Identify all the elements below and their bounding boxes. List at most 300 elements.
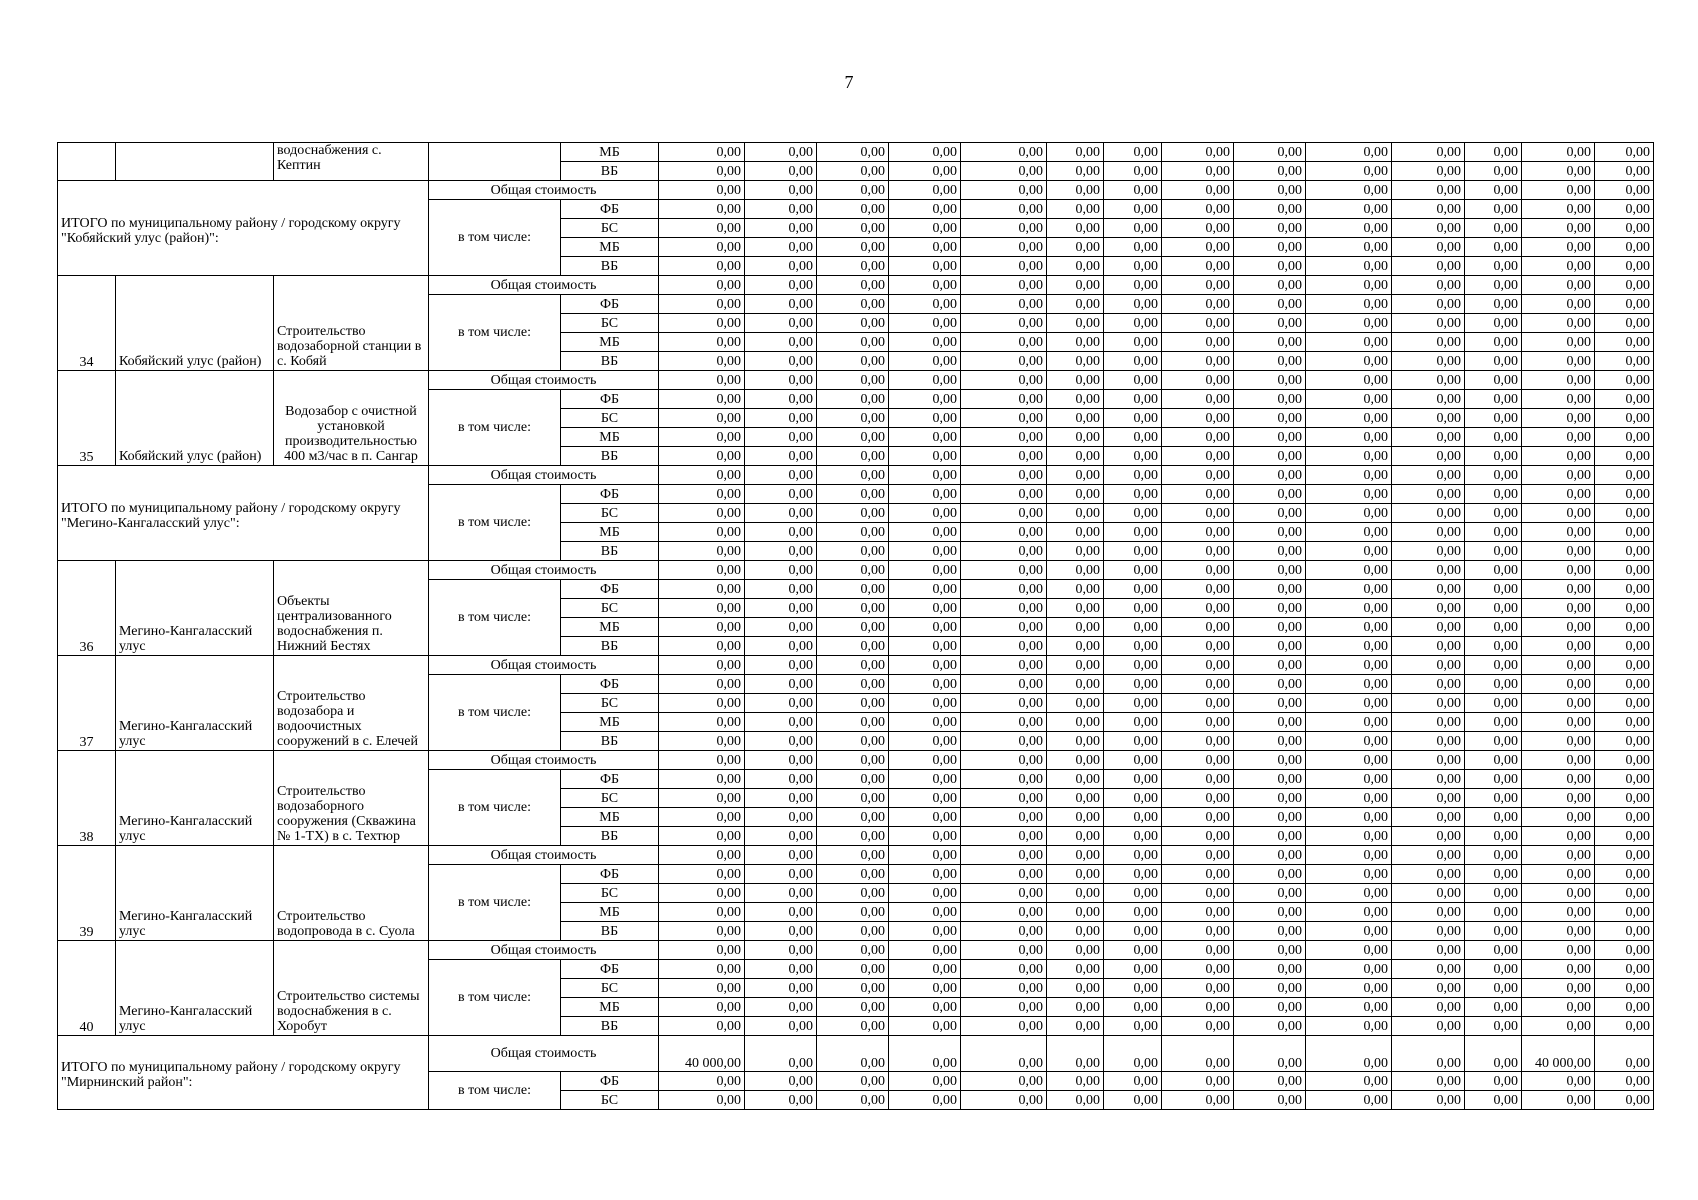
value-cell: 0,00 — [1162, 390, 1234, 409]
value-cell: 0,00 — [1162, 770, 1234, 789]
value-cell: 0,00 — [1234, 352, 1306, 371]
value-cell: 0,00 — [1104, 922, 1162, 941]
value-cell: 0,00 — [745, 352, 817, 371]
including-cell: в том числе: — [429, 580, 561, 656]
object-name-cell: водоснабжения с. Кептин — [274, 143, 429, 181]
value-cell: 0,00 — [1465, 941, 1522, 960]
value-cell: 0,00 — [745, 257, 817, 276]
value-cell: 0,00 — [1234, 523, 1306, 542]
value-cell: 0,00 — [1522, 637, 1595, 656]
value-cell: 0,00 — [659, 732, 745, 751]
value-cell: 0,00 — [1522, 200, 1595, 219]
value-cell: 0,00 — [1465, 637, 1522, 656]
value-cell: 0,00 — [1162, 637, 1234, 656]
value-cell: 0,00 — [1465, 865, 1522, 884]
value-cell: 0,00 — [1306, 618, 1392, 637]
value-cell: 0,00 — [1595, 1036, 1654, 1072]
total-cost-label: Общая стоимость — [429, 371, 659, 390]
value-cell: 0,00 — [1162, 979, 1234, 998]
value-cell: 0,00 — [1392, 637, 1465, 656]
value-cell: 0,00 — [745, 295, 817, 314]
value-cell: 0,00 — [1306, 314, 1392, 333]
value-cell: 0,00 — [889, 1017, 961, 1036]
value-cell: 0,00 — [1522, 542, 1595, 561]
value-cell: 0,00 — [817, 466, 889, 485]
value-cell: 0,00 — [889, 466, 961, 485]
value-cell: 0,00 — [1306, 466, 1392, 485]
value-cell: 0,00 — [1465, 789, 1522, 808]
value-cell: 0,00 — [889, 599, 961, 618]
value-cell: 0,00 — [1047, 751, 1104, 770]
value-cell: 0,00 — [745, 789, 817, 808]
value-cell: 0,00 — [1392, 732, 1465, 751]
value-cell: 0,00 — [1104, 903, 1162, 922]
value-cell: 40 000,00 — [1522, 1036, 1595, 1072]
value-cell: 0,00 — [817, 504, 889, 523]
value-cell: 0,00 — [1392, 960, 1465, 979]
source-cell: ВБ — [561, 1017, 659, 1036]
value-cell: 0,00 — [1522, 751, 1595, 770]
value-cell: 0,00 — [745, 770, 817, 789]
value-cell: 0,00 — [1306, 219, 1392, 238]
value-cell: 0,00 — [1234, 238, 1306, 257]
value-cell: 0,00 — [1522, 998, 1595, 1017]
value-cell: 0,00 — [1522, 333, 1595, 352]
value-cell: 0,00 — [1047, 428, 1104, 447]
value-cell: 0,00 — [1306, 143, 1392, 162]
value-cell: 0,00 — [1392, 1036, 1465, 1072]
value-cell: 0,00 — [745, 466, 817, 485]
value-cell: 0,00 — [1104, 447, 1162, 466]
value-cell: 0,00 — [817, 751, 889, 770]
value-cell: 0,00 — [1465, 770, 1522, 789]
source-cell: ВБ — [561, 732, 659, 751]
value-cell: 0,00 — [1234, 998, 1306, 1017]
value-cell: 0,00 — [961, 751, 1047, 770]
table-row — [58, 371, 1654, 390]
value-cell: 0,00 — [817, 903, 889, 922]
value-cell: 0,00 — [745, 485, 817, 504]
value-cell: 0,00 — [1522, 903, 1595, 922]
value-cell: 0,00 — [659, 295, 745, 314]
value-cell: 0,00 — [1392, 827, 1465, 846]
value-cell: 0,00 — [1162, 846, 1234, 865]
value-cell: 0,00 — [1234, 1072, 1306, 1091]
index-cell: 34 — [58, 276, 116, 371]
value-cell: 0,00 — [961, 846, 1047, 865]
value-cell: 0,00 — [1595, 751, 1654, 770]
value-cell: 0,00 — [961, 276, 1047, 295]
value-cell: 0,00 — [889, 1072, 961, 1091]
value-cell: 0,00 — [659, 751, 745, 770]
value-cell: 0,00 — [1104, 200, 1162, 219]
value-cell: 0,00 — [889, 846, 961, 865]
value-cell: 0,00 — [659, 371, 745, 390]
value-cell: 0,00 — [961, 1036, 1047, 1072]
value-cell: 0,00 — [1595, 903, 1654, 922]
value-cell: 0,00 — [889, 352, 961, 371]
source-cell: МБ — [561, 143, 659, 162]
source-cell: МБ — [561, 903, 659, 922]
value-cell: 0,00 — [817, 941, 889, 960]
value-cell: 0,00 — [1306, 922, 1392, 941]
value-cell: 0,00 — [1047, 295, 1104, 314]
value-cell: 0,00 — [1392, 694, 1465, 713]
value-cell: 0,00 — [817, 846, 889, 865]
value-cell: 0,00 — [1522, 352, 1595, 371]
value-cell: 0,00 — [1047, 1091, 1104, 1110]
subtotal-label: ИТОГО по муниципальному району / городскому округу "Мегино-Кангаласский улус": — [58, 466, 429, 561]
value-cell: 0,00 — [889, 181, 961, 200]
value-cell: 0,00 — [1047, 238, 1104, 257]
index-cell: 40 — [58, 941, 116, 1036]
source-cell: МБ — [561, 238, 659, 257]
value-cell: 0,00 — [1104, 257, 1162, 276]
value-cell: 0,00 — [961, 960, 1047, 979]
district-cell: Мегино-Кангаласский улус — [116, 941, 274, 1036]
value-cell: 0,00 — [659, 352, 745, 371]
value-cell: 0,00 — [1104, 466, 1162, 485]
value-cell: 0,00 — [817, 1091, 889, 1110]
value-cell: 0,00 — [1162, 751, 1234, 770]
value-cell: 0,00 — [1595, 789, 1654, 808]
value-cell: 0,00 — [817, 447, 889, 466]
value-cell: 0,00 — [1522, 865, 1595, 884]
value-cell: 0,00 — [1522, 960, 1595, 979]
value-cell: 0,00 — [1392, 941, 1465, 960]
value-cell: 0,00 — [1465, 257, 1522, 276]
value-cell: 0,00 — [1522, 181, 1595, 200]
value-cell: 0,00 — [961, 884, 1047, 903]
source-cell: МБ — [561, 523, 659, 542]
district-cell: Кобяйский улус (район) — [116, 371, 274, 466]
value-cell: 0,00 — [961, 181, 1047, 200]
subtotal-label: ИТОГО по муниципальному району / городскому округу "Кобяйский улус (район)": — [58, 181, 429, 276]
value-cell: 0,00 — [659, 979, 745, 998]
value-cell: 0,00 — [1047, 352, 1104, 371]
source-cell: ФБ — [561, 580, 659, 599]
object-name-cell: Строительство водозаборной станции в с. Кобяй — [274, 276, 429, 371]
value-cell: 0,00 — [1522, 257, 1595, 276]
value-cell: 0,00 — [1465, 713, 1522, 732]
value-cell: 0,00 — [1595, 371, 1654, 390]
value-cell: 0,00 — [1465, 314, 1522, 333]
value-cell: 0,00 — [1047, 618, 1104, 637]
value-cell: 0,00 — [745, 162, 817, 181]
value-cell: 0,00 — [1465, 390, 1522, 409]
value-cell: 0,00 — [961, 219, 1047, 238]
value-cell: 0,00 — [1047, 257, 1104, 276]
value-cell: 0,00 — [1306, 162, 1392, 181]
value-cell: 0,00 — [1104, 314, 1162, 333]
value-cell: 0,00 — [745, 580, 817, 599]
value-cell: 0,00 — [1392, 466, 1465, 485]
value-cell: 0,00 — [1162, 865, 1234, 884]
value-cell: 0,00 — [1104, 865, 1162, 884]
value-cell: 0,00 — [1306, 751, 1392, 770]
value-cell: 0,00 — [1595, 219, 1654, 238]
value-cell: 0,00 — [1392, 1091, 1465, 1110]
value-cell: 0,00 — [1234, 770, 1306, 789]
value-cell: 0,00 — [1234, 219, 1306, 238]
value-cell: 0,00 — [817, 162, 889, 181]
value-cell: 0,00 — [1234, 276, 1306, 295]
value-cell: 0,00 — [1234, 751, 1306, 770]
value-cell: 0,00 — [659, 162, 745, 181]
value-cell: 0,00 — [1104, 371, 1162, 390]
value-cell: 0,00 — [745, 1072, 817, 1091]
value-cell: 0,00 — [659, 523, 745, 542]
value-cell: 0,00 — [961, 200, 1047, 219]
value-cell: 0,00 — [1234, 808, 1306, 827]
source-cell: ФБ — [561, 960, 659, 979]
value-cell: 0,00 — [1595, 238, 1654, 257]
value-cell: 0,00 — [1392, 713, 1465, 732]
value-cell: 0,00 — [1392, 447, 1465, 466]
value-cell: 0,00 — [745, 219, 817, 238]
district-cell: Мегино-Кангаласский улус — [116, 846, 274, 941]
value-cell: 0,00 — [1465, 732, 1522, 751]
value-cell: 0,00 — [1047, 333, 1104, 352]
value-cell: 0,00 — [817, 675, 889, 694]
value-cell: 0,00 — [1392, 599, 1465, 618]
value-cell: 0,00 — [1522, 1091, 1595, 1110]
value-cell: 0,00 — [1306, 827, 1392, 846]
value-cell: 0,00 — [961, 998, 1047, 1017]
value-cell: 0,00 — [1162, 276, 1234, 295]
value-cell: 0,00 — [1392, 1072, 1465, 1091]
value-cell: 0,00 — [1522, 846, 1595, 865]
value-cell: 0,00 — [745, 143, 817, 162]
value-cell: 0,00 — [1162, 371, 1234, 390]
total-cost-label: Общая стоимость — [429, 1036, 659, 1072]
value-cell: 0,00 — [659, 713, 745, 732]
value-cell: 0,00 — [1234, 732, 1306, 751]
value-cell: 0,00 — [1047, 808, 1104, 827]
value-cell: 0,00 — [1104, 979, 1162, 998]
value-cell: 0,00 — [1162, 675, 1234, 694]
value-cell: 0,00 — [961, 903, 1047, 922]
value-cell: 0,00 — [1465, 466, 1522, 485]
value-cell: 0,00 — [1162, 409, 1234, 428]
value-cell: 0,00 — [1595, 200, 1654, 219]
value-cell: 0,00 — [1234, 922, 1306, 941]
value-cell: 0,00 — [1162, 789, 1234, 808]
value-cell: 0,00 — [1104, 789, 1162, 808]
value-cell: 0,00 — [1162, 428, 1234, 447]
value-cell: 0,00 — [659, 504, 745, 523]
value-cell: 0,00 — [889, 713, 961, 732]
value-cell: 0,00 — [1522, 295, 1595, 314]
source-cell: БС — [561, 599, 659, 618]
table-row — [58, 1036, 1654, 1072]
value-cell: 0,00 — [817, 181, 889, 200]
value-cell: 0,00 — [1234, 371, 1306, 390]
value-cell: 0,00 — [659, 561, 745, 580]
value-cell: 0,00 — [1392, 922, 1465, 941]
value-cell: 0,00 — [1465, 618, 1522, 637]
value-cell: 0,00 — [1465, 504, 1522, 523]
value-cell: 0,00 — [1104, 561, 1162, 580]
value-cell: 0,00 — [1104, 941, 1162, 960]
value-cell: 0,00 — [1162, 941, 1234, 960]
value-cell: 0,00 — [1234, 580, 1306, 599]
value-cell: 0,00 — [1465, 352, 1522, 371]
value-cell: 0,00 — [1047, 827, 1104, 846]
source-cell: ФБ — [561, 865, 659, 884]
value-cell: 0,00 — [1392, 675, 1465, 694]
source-cell: ФБ — [561, 390, 659, 409]
value-cell: 0,00 — [1162, 998, 1234, 1017]
source-cell: БС — [561, 314, 659, 333]
value-cell: 0,00 — [1522, 390, 1595, 409]
value-cell: 0,00 — [817, 352, 889, 371]
value-cell: 0,00 — [1392, 1017, 1465, 1036]
value-cell: 0,00 — [1234, 713, 1306, 732]
value-cell: 0,00 — [1595, 390, 1654, 409]
value-cell: 0,00 — [1392, 333, 1465, 352]
value-cell: 0,00 — [1306, 675, 1392, 694]
value-cell: 0,00 — [1465, 181, 1522, 200]
value-cell: 0,00 — [745, 409, 817, 428]
value-cell: 0,00 — [817, 276, 889, 295]
value-cell: 0,00 — [1465, 523, 1522, 542]
value-cell: 0,00 — [659, 903, 745, 922]
value-cell: 0,00 — [1047, 656, 1104, 675]
value-cell: 0,00 — [1595, 922, 1654, 941]
total-cost-label: Общая стоимость — [429, 941, 659, 960]
value-cell: 0,00 — [889, 770, 961, 789]
source-cell: ВБ — [561, 637, 659, 656]
value-cell: 0,00 — [817, 390, 889, 409]
value-cell: 0,00 — [1465, 580, 1522, 599]
value-cell: 0,00 — [1595, 884, 1654, 903]
value-cell: 0,00 — [659, 485, 745, 504]
value-cell: 0,00 — [1162, 922, 1234, 941]
value-cell: 0,00 — [659, 656, 745, 675]
value-cell: 0,00 — [1047, 865, 1104, 884]
value-cell: 0,00 — [961, 1072, 1047, 1091]
value-cell: 0,00 — [1595, 694, 1654, 713]
object-name-cell: Строительство водозаборного сооружения (Скважина № 1-ТХ) в с. Техтюр — [274, 751, 429, 846]
value-cell: 0,00 — [961, 333, 1047, 352]
value-cell: 0,00 — [745, 561, 817, 580]
value-cell: 0,00 — [1306, 903, 1392, 922]
value-cell: 0,00 — [1162, 618, 1234, 637]
value-cell: 0,00 — [1047, 884, 1104, 903]
value-cell: 0,00 — [1392, 295, 1465, 314]
value-cell: 0,00 — [1234, 295, 1306, 314]
value-cell: 0,00 — [1522, 561, 1595, 580]
value-cell: 0,00 — [961, 770, 1047, 789]
value-cell: 0,00 — [1306, 485, 1392, 504]
value-cell: 0,00 — [817, 998, 889, 1017]
value-cell: 0,00 — [1392, 162, 1465, 181]
value-cell: 0,00 — [1234, 789, 1306, 808]
value-cell: 0,00 — [889, 751, 961, 770]
value-cell: 0,00 — [1306, 884, 1392, 903]
value-cell: 0,00 — [1306, 941, 1392, 960]
table-row — [58, 561, 1654, 580]
value-cell: 0,00 — [745, 523, 817, 542]
value-cell: 0,00 — [1162, 1072, 1234, 1091]
value-cell: 0,00 — [1465, 1017, 1522, 1036]
value-cell: 0,00 — [889, 390, 961, 409]
value-cell: 0,00 — [1306, 580, 1392, 599]
value-cell: 0,00 — [1306, 846, 1392, 865]
value-cell: 0,00 — [1104, 637, 1162, 656]
value-cell: 0,00 — [961, 561, 1047, 580]
value-cell: 0,00 — [1522, 238, 1595, 257]
value-cell: 0,00 — [1392, 808, 1465, 827]
value-cell: 0,00 — [1104, 656, 1162, 675]
value-cell: 0,00 — [1234, 637, 1306, 656]
value-cell: 0,00 — [1595, 333, 1654, 352]
value-cell: 0,00 — [1306, 428, 1392, 447]
value-cell: 0,00 — [961, 523, 1047, 542]
source-cell: ВБ — [561, 257, 659, 276]
value-cell: 0,00 — [1465, 200, 1522, 219]
value-cell: 0,00 — [745, 1017, 817, 1036]
value-cell: 0,00 — [817, 808, 889, 827]
value-cell: 0,00 — [1465, 1072, 1522, 1091]
value-cell: 0,00 — [1162, 561, 1234, 580]
value-cell: 0,00 — [817, 694, 889, 713]
value-cell: 0,00 — [659, 694, 745, 713]
table-row — [58, 941, 1654, 960]
value-cell: 0,00 — [961, 409, 1047, 428]
value-cell: 0,00 — [961, 466, 1047, 485]
value-cell: 0,00 — [1047, 846, 1104, 865]
value-cell: 0,00 — [1465, 922, 1522, 941]
value-cell: 0,00 — [1595, 485, 1654, 504]
value-cell: 0,00 — [1392, 580, 1465, 599]
value-cell: 0,00 — [817, 732, 889, 751]
value-cell: 0,00 — [1522, 580, 1595, 599]
source-cell: ФБ — [561, 200, 659, 219]
value-cell: 0,00 — [1047, 998, 1104, 1017]
value-cell: 0,00 — [1234, 1091, 1306, 1110]
value-cell: 0,00 — [1047, 770, 1104, 789]
value-cell: 0,00 — [817, 409, 889, 428]
value-cell: 0,00 — [1047, 903, 1104, 922]
value-cell: 0,00 — [1047, 675, 1104, 694]
value-cell: 0,00 — [961, 428, 1047, 447]
value-cell: 0,00 — [1104, 884, 1162, 903]
value-cell: 0,00 — [659, 447, 745, 466]
value-cell: 0,00 — [1522, 504, 1595, 523]
value-cell: 0,00 — [1306, 770, 1392, 789]
value-cell: 0,00 — [1595, 1091, 1654, 1110]
value-cell: 0,00 — [1047, 960, 1104, 979]
value-cell: 0,00 — [1392, 789, 1465, 808]
value-cell: 0,00 — [1392, 751, 1465, 770]
value-cell: 0,00 — [889, 656, 961, 675]
including-cell: в том числе: — [429, 295, 561, 371]
source-cell: ФБ — [561, 295, 659, 314]
value-cell: 0,00 — [817, 561, 889, 580]
value-cell: 0,00 — [1162, 713, 1234, 732]
value-cell: 0,00 — [745, 200, 817, 219]
value-cell: 0,00 — [1162, 884, 1234, 903]
value-cell: 0,00 — [745, 390, 817, 409]
value-cell: 0,00 — [1465, 675, 1522, 694]
source-cell: БС — [561, 219, 659, 238]
value-cell: 0,00 — [1595, 941, 1654, 960]
value-cell: 0,00 — [1465, 143, 1522, 162]
value-cell: 0,00 — [659, 808, 745, 827]
value-cell: 0,00 — [1522, 789, 1595, 808]
